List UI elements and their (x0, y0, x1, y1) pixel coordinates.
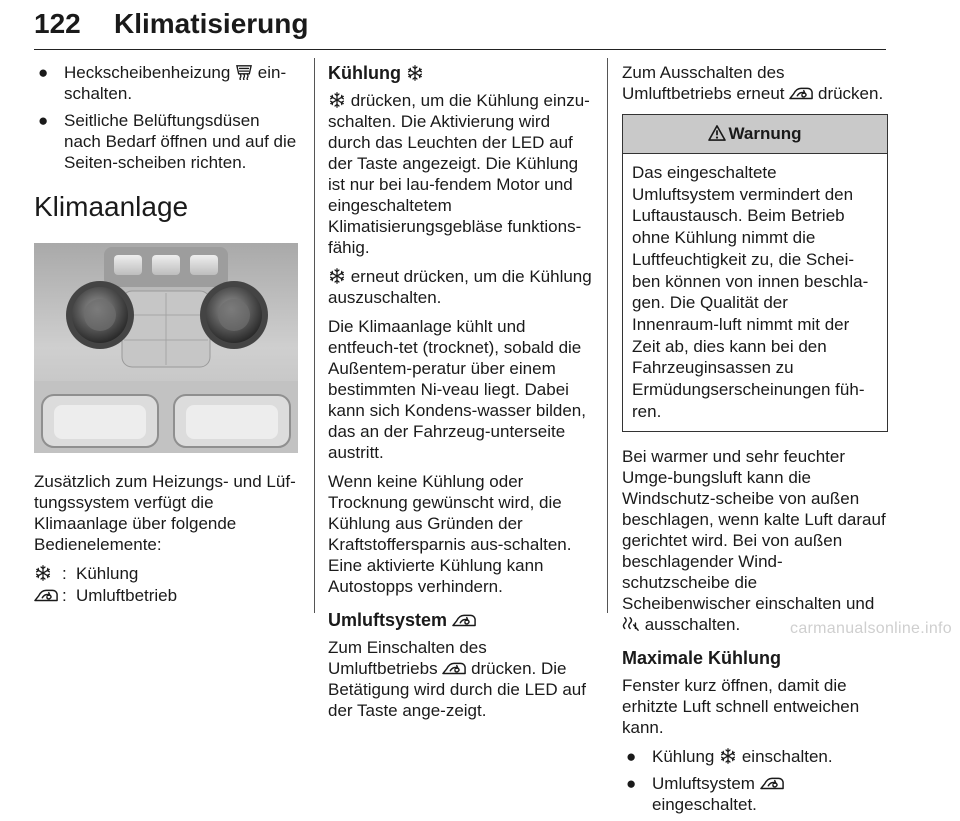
subsection-heading (328, 609, 592, 631)
recirculation-icon (760, 775, 784, 791)
paragraph (622, 62, 888, 104)
recirculation-icon (34, 587, 58, 603)
column-1 (34, 62, 300, 607)
paragraph-text: erneut drücken, um die Kühlung auszuschalten. (328, 267, 592, 307)
legend-separator: : (62, 563, 67, 583)
list-item (622, 746, 888, 767)
rear-window-heating-icon (235, 64, 253, 80)
list-item-text: Umluftsystem (652, 774, 755, 794)
list-item-text: einschalten. (737, 747, 833, 767)
paragraph-text: ausschalten. (640, 615, 741, 635)
recirculation-icon (789, 85, 813, 101)
bullet-list (34, 62, 300, 173)
fan-icon (622, 616, 640, 632)
list-item-text: Kühlung (652, 747, 715, 767)
snowflake-icon (406, 65, 424, 81)
page-header (34, 8, 886, 50)
list-item-text-after: ein-schalten. (64, 63, 287, 103)
section-heading: Klimaanlage (34, 191, 189, 222)
column-2 (328, 62, 592, 729)
intro-paragraph: Zusätzlich zum Heizungs- und Lüf-tungssystem verfügt die Klimaanlage über folgende Bedienelemente: (34, 472, 296, 554)
paragraph-text: drücken. Die Betätigung wird durch die LED auf der Taste ange-zeigt. (328, 659, 586, 720)
paragraph: Die Klimaanlage kühlt und entfeuch-tet (trocknet), sobald die Außentem-peratur über einem bestimmten Ni-veau liegt. Dabei kann sich Kondens-wasser bilden, das an der Fahrzeug-unterseite austritt. (328, 317, 586, 462)
bullet-dot: ● (38, 63, 49, 82)
paragraph (328, 266, 592, 308)
climate-control-panel-photo (34, 243, 298, 453)
paragraph-text: drücken. (813, 84, 884, 103)
list-item-text: eingeschaltet. (652, 795, 757, 815)
snowflake-icon (328, 268, 346, 284)
warning-box (622, 114, 888, 432)
legend-separator: : (62, 585, 67, 605)
list-item (622, 773, 888, 815)
column-divider (607, 58, 608, 613)
list-item (34, 62, 300, 104)
list-item-text-before: Heckscheibenheizung (64, 63, 231, 82)
header-rule (34, 49, 886, 50)
bullet-dot: ● (626, 774, 637, 794)
paragraph-text: drücken, um die Kühlung einzu-schalten. Die Aktivierung wird durch das Leuchten der LED auf der Taste angezeigt. Die Kühlung ist nur bei lau-fendem Motor und eingeschaltetem Klimatisierungsgebläse funktions-fähig. (328, 91, 590, 257)
warning-header (623, 115, 887, 154)
recirculation-icon (452, 612, 476, 628)
paragraph-text: Zum Einschalten des Umluftbetriebs (328, 638, 487, 678)
watermark: carmanualsonline.info (790, 620, 952, 637)
legend-row (34, 585, 300, 605)
page-number: 122 (34, 8, 81, 39)
legend-row (34, 563, 300, 583)
section-title: Klimatisierung (114, 8, 309, 39)
bullet-dot: ● (626, 747, 637, 767)
column-3 (622, 62, 888, 821)
paragraph (622, 446, 888, 635)
list-item-text: Seitliche Belüftungsdüsen nach Bedarf öffnen und auf die Seiten-scheiben richten. (64, 111, 297, 172)
legend-label: Umluftbetrieb (76, 585, 178, 605)
snowflake-icon (719, 748, 737, 764)
warning-triangle-icon (708, 125, 726, 141)
paragraph (328, 637, 592, 721)
snowflake-icon (34, 565, 52, 581)
list-item (34, 110, 300, 173)
snowflake-icon (328, 92, 346, 108)
paragraph: Fenster kurz öffnen, damit die erhitzte Luft schnell entweichen kann. (622, 676, 860, 738)
paragraph (328, 90, 592, 258)
paragraph-text: Bei warmer und sehr feuchter Umge-bungsluft kann die Windschutz-scheibe von außen beschlagen, wenn kalte Luft darauf gerichtet wird. Bei von außen beschlagender Wind-schutzscheibe die Scheibenwischer einschalten und (622, 447, 886, 614)
subsection-heading: Maximale Kühlung (622, 648, 782, 669)
column-divider (314, 58, 315, 613)
paragraph: Wenn keine Kühlung oder Trocknung gewünscht wird, die Kühlung aus Gründen der Kraftstoffersparnis aus-schalten. Eine aktivierte Kühlung kann Autostopps verhindern. (328, 472, 572, 596)
warning-text: Das eingeschaltete Umluftsystem vermindert den Luftaustausch. Beim Betrieb ohne Kühlung nimmt die Luftfeuchtigkeit zu, die Schei-ben können von innen beschla-gen. Die Qualität der Innenraum-luft nimmt mit der Zeit ab, dies kann bei den Fahrzeuginsassen zu Ermüdungserscheinungen füh-ren. (632, 163, 869, 421)
warning-title: Warnung (728, 124, 802, 143)
legend-label: Kühlung (76, 563, 139, 583)
paragraph-text: Zum Ausschalten des Umluftbetriebs erneut (622, 63, 785, 103)
bullet-dot: ● (38, 111, 49, 130)
recirc-heading-text: Umluftsystem (328, 610, 448, 630)
subsection-heading (328, 62, 592, 84)
cooling-heading-text: Kühlung (328, 63, 401, 83)
bullet-list (622, 746, 888, 815)
recirculation-icon (442, 660, 466, 676)
